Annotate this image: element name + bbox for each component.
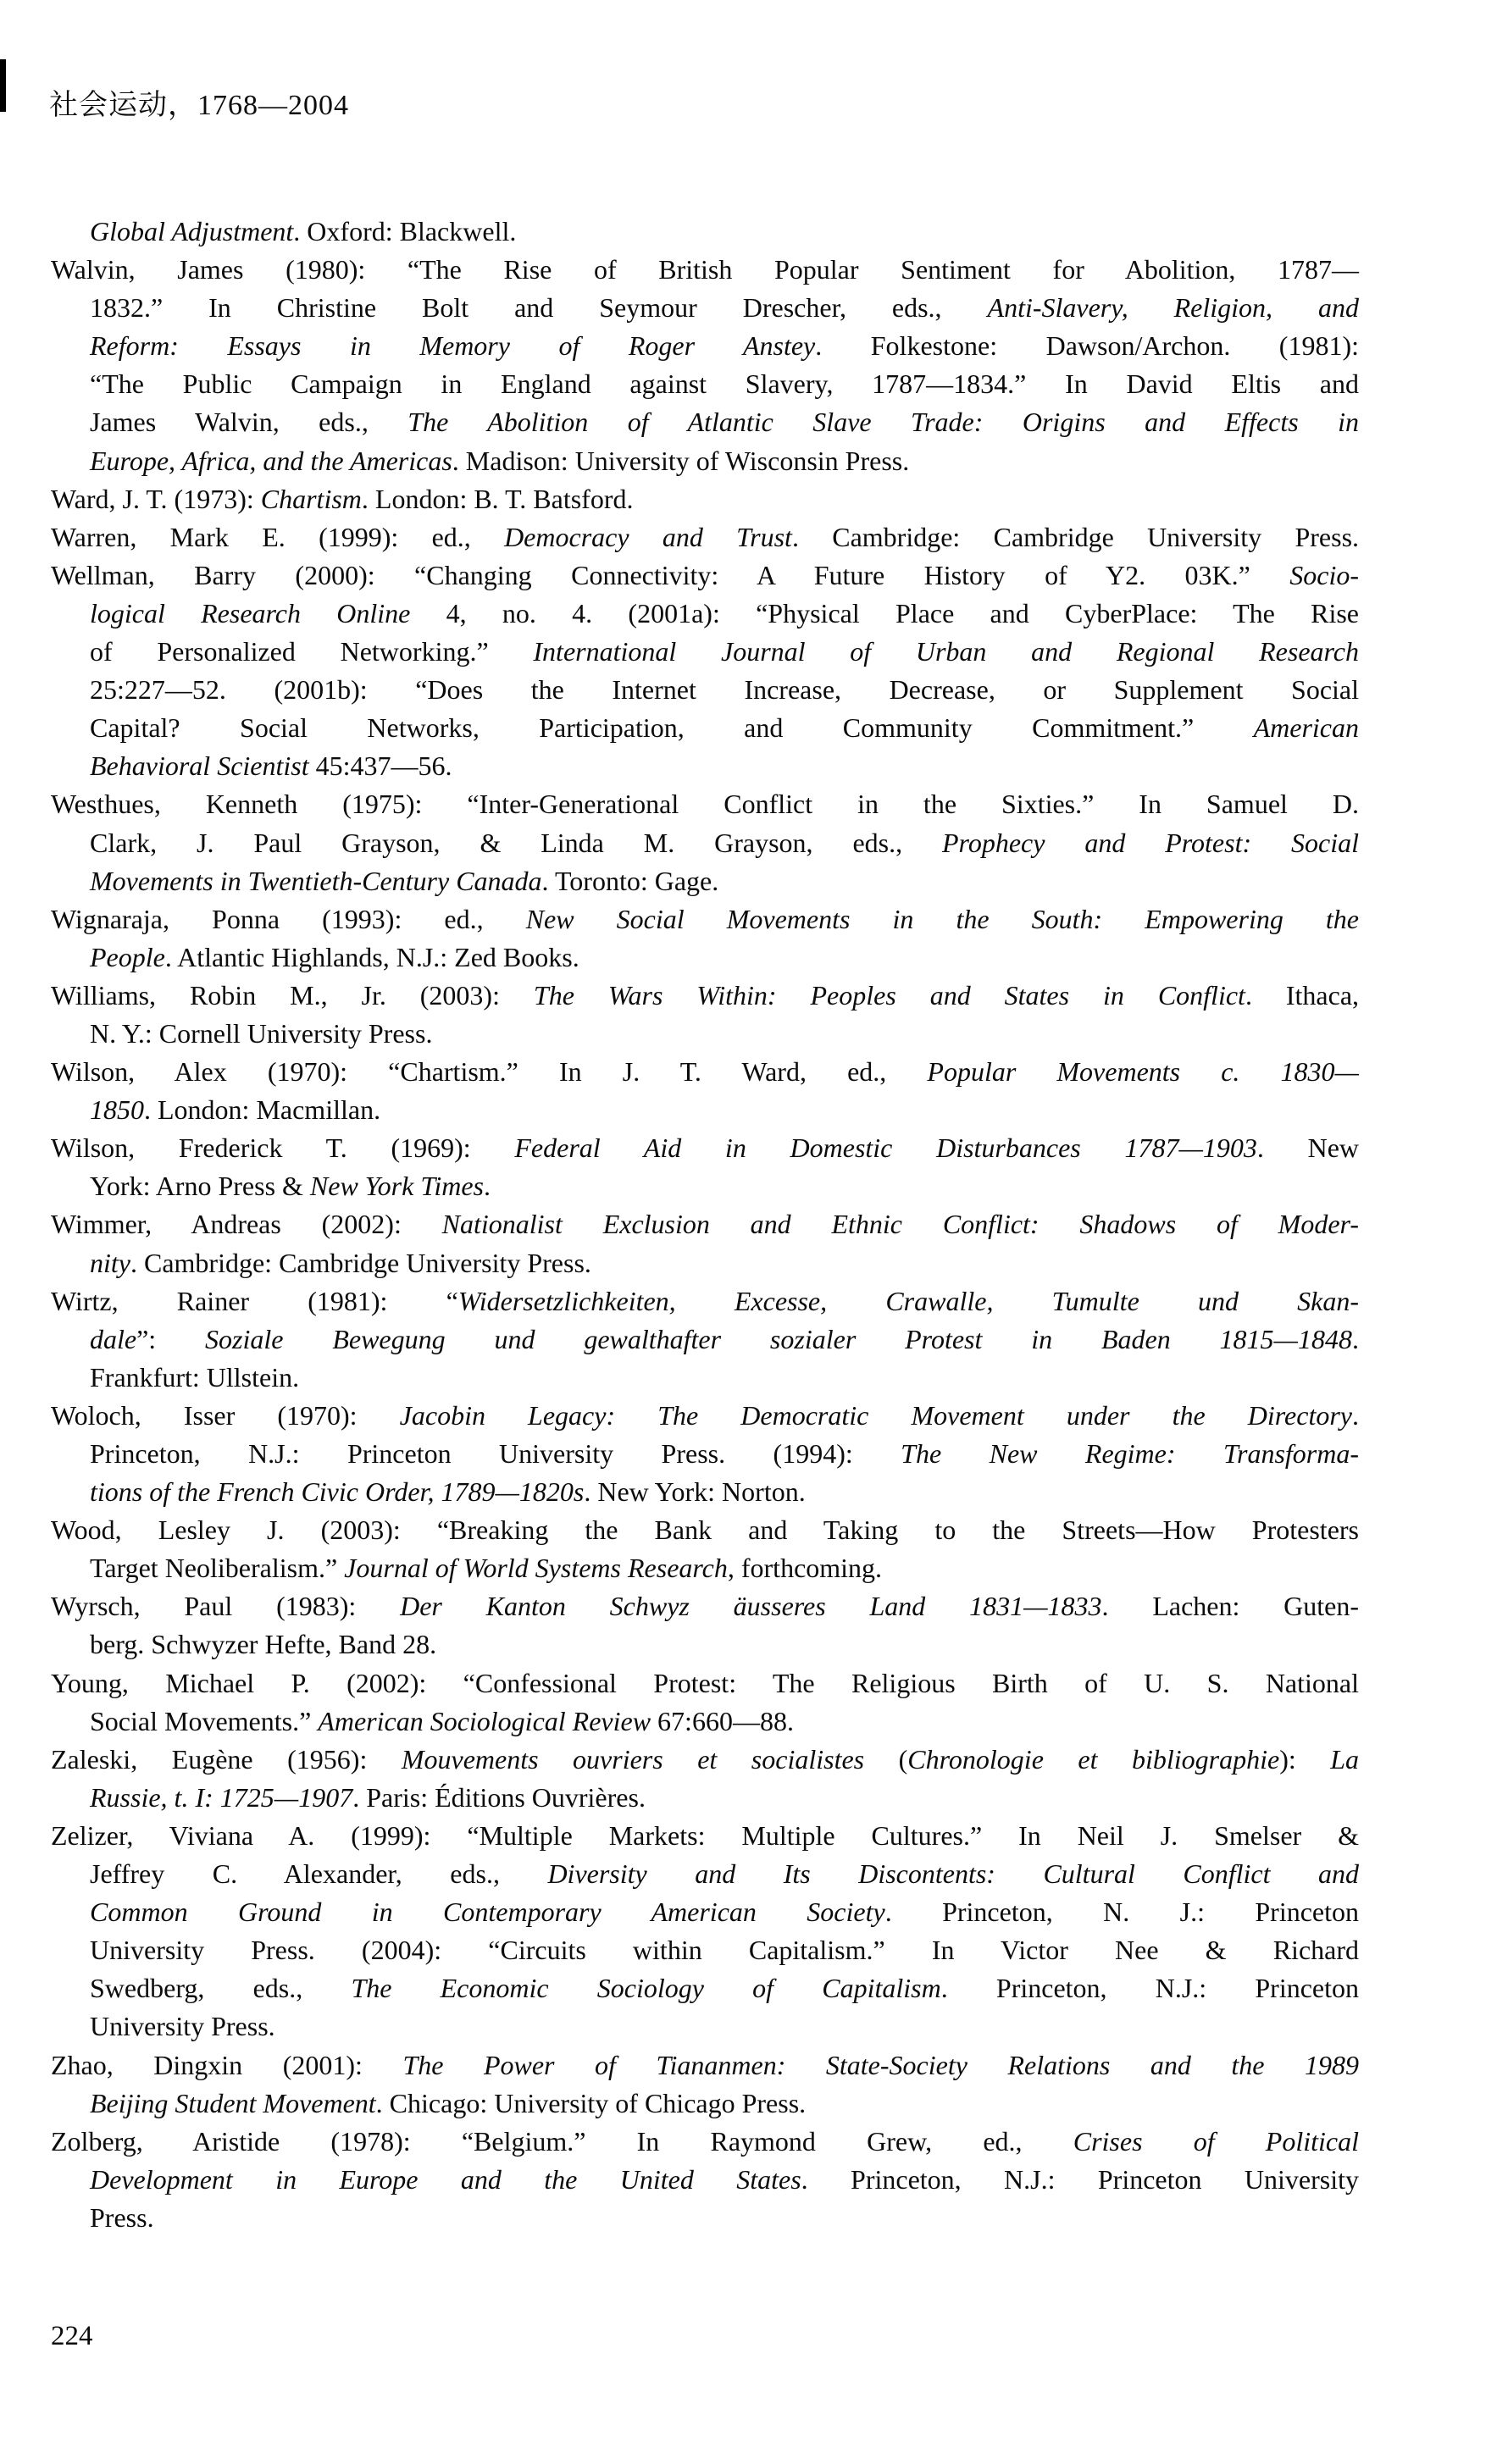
bib-segment: , forthcoming. [727,1553,883,1584]
bib-segment: ( [864,1743,908,1775]
bib-segment-italic: New York Times [309,1171,484,1202]
bib-segment-italic: Prophecy and Protest: Social [942,827,1360,858]
bib-segment: . Cambridge: Cambridge University Press. [130,1247,591,1278]
page-number: 224 [51,2321,93,2351]
bib-segment: . Madison: University of Wisconsin Press. [452,445,910,476]
bib-segment-italic: Europe, Africa, and the Americas [90,445,452,476]
bib-segment-italic: Movements in Twentieth-Century Canada [90,865,542,896]
bib-line [51,2161,1359,2199]
bib-line [51,518,1359,556]
bib-line [51,1779,1359,1817]
bib-line [51,1053,1359,1091]
bib-segment: Wignaraja, Ponna (1993): ed., [51,903,526,934]
bib-segment-italic: Chronologie et bibliographie [907,1743,1280,1775]
bib-segment: . Oxford: Blackwell. [293,216,517,246]
bib-line [51,977,1359,1015]
bib-segment: 1832.” In Christine Bolt and Seymour Drescher, eds., [90,292,988,324]
bib-segment-italic: The Abolition of Atlantic Slave Trade: Origins and Effects in [407,407,1360,438]
bib-line [51,2085,1359,2123]
bib-segment: . Toronto: Gage. [541,865,719,896]
bib-segment: Swedberg, eds., [90,1973,352,2004]
bib-line [51,1587,1359,1625]
bib-segment-italic: Popular Movements c. 1830— [927,1056,1360,1088]
bib-segment: of Personalized Networking.” [90,636,534,667]
bib-segment: Warren, Mark E. (1999): ed., [51,521,505,552]
bib-line [51,1817,1359,1855]
bibliography [51,213,1359,2237]
bib-line [51,1129,1359,1167]
bib-segment: Clark, J. Paul Grayson, & Linda M. Grayson, eds., [90,827,942,858]
bib-segment: Woloch, Isser (1970): [51,1399,400,1431]
bib-line [51,1931,1359,1969]
bib-segment: Ward, J. T. (1973): [51,483,261,514]
bib-segment-italic: People [90,941,165,972]
bib-line [51,633,1359,671]
bib-segment: N. Y.: Cornell University Press. [90,1017,433,1049]
bib-segment-italic: New Social Movements in the South: Empowering the [525,903,1359,934]
bib-line [51,1664,1359,1703]
bib-segment: Zolberg, Aristide (1978): “Belgium.” In Raymond Grew, ed., [51,2125,1073,2157]
bib-segment-italic: 1850 [90,1094,144,1126]
bib-segment-italic: Nationalist Exclusion and Ethnic Conflict: Shadows of Moder- [441,1209,1360,1240]
bib-line [51,1282,1359,1321]
bib-segment-italic: La [1330,1743,1360,1775]
bib-line [51,1511,1359,1549]
running-header: 社会运动，1768—2004 [49,90,349,121]
bib-segment: Wilson, Frederick T. (1969): [51,1132,515,1164]
bib-segment-italic: The Wars Within: Peoples and States in Conflict [533,979,1245,1011]
bib-line [51,1015,1359,1053]
bib-segment: 25:227—52. (2001b): “Does the Internet Increase, Decrease, or Supplement Social [90,674,1359,706]
bib-segment: Wyrsch, Paul (1983): [51,1591,401,1622]
bib-segment: Young, Michael P. (2002): “Confessional Protest: The Religious Birth of U. S. National [51,1667,1359,1698]
bib-segment-italic: Russie, t. I: 1725—1907 [90,1781,353,1813]
bib-line [51,1855,1359,1893]
bib-segment: . [1352,1399,1360,1431]
bib-segment: . Folkestone: Dawson/Archon. (1981): [815,330,1360,362]
bib-line [51,403,1359,441]
bib-line [51,2199,1359,2237]
bib-segment: . Princeton, N.J.: Princeton University [801,2163,1359,2195]
bib-line [51,824,1359,862]
bib-segment: . London: B. T. Batsford. [361,483,634,514]
bib-segment: Press. [90,2201,154,2233]
bib-segment: Frankfurt: Ullstein. [90,1361,300,1393]
bib-segment: berg. Schwyzer Hefte, Band 28. [90,1629,437,1660]
bib-segment-italic: Development in Europe and the United States [90,2163,801,2195]
bib-line [51,1359,1359,1397]
bib-segment-italic: The Power of Tiananmen: State-Society Relations and the 1989 [402,2049,1360,2080]
bib-line [51,900,1359,939]
bib-line [51,1549,1359,1587]
bib-segment: Social Movements.” [90,1705,319,1736]
bib-segment: . Lachen: Guten- [1101,1591,1360,1622]
bib-line [51,2007,1359,2046]
bib-segment: ): [1279,1743,1331,1775]
bib-segment: Wimmer, Andreas (2002): [51,1209,442,1240]
bib-line [51,671,1359,709]
bib-line [51,747,1359,785]
bib-segment-italic: Anti-Slavery, Religion, and [987,292,1360,324]
bib-line [51,785,1359,823]
bib-segment: University Press. [90,2011,275,2042]
bib-segment: . Atlantic Highlands, N.J.: Zed Books. [164,941,579,972]
bib-segment-italic: International Journal of Urban and Regional Research [533,636,1360,667]
bib-segment: Capital? Social Networks, Participation, and Community Commitment.” [90,712,1254,744]
bib-segment: . Princeton, N.J.: Princeton [940,1973,1360,2004]
bib-segment-italic: American Sociological Review [318,1705,651,1736]
bib-segment: . [484,1171,491,1202]
bib-segment: Zelizer, Viviana A. (1999): “Multiple Markets: Multiple Cultures.” In Neil J. Smelser & [51,1819,1359,1851]
bib-segment: University Press. (2004): “Circuits within Capitalism.” In Victor Nee & Richard [90,1935,1359,1966]
bib-segment: Zhao, Dingxin (2001): [51,2049,403,2080]
bib-line [51,1321,1359,1359]
bib-segment: Jeffrey C. Alexander, eds., [90,1858,548,1890]
bib-line [51,1397,1359,1435]
bib-segment: 67:660—88. [651,1705,794,1736]
bib-line [51,939,1359,977]
bib-segment: Williams, Robin M., Jr. (2003): [51,979,534,1011]
bib-line [51,1435,1359,1473]
bib-line [51,556,1359,595]
bib-segment-italic: Jacobin Legacy: The Democratic Movement under the Directory [399,1399,1353,1431]
bib-segment: Princeton, N.J.: Princeton University Press. (1994): [90,1438,901,1469]
bib-segment: “The Public Campaign in England against Slavery, 1787—1834.” In David Eltis and [90,368,1359,400]
bib-segment-italic: dale [90,1323,137,1354]
bib-segment: James Walvin, eds., [90,407,408,438]
bib-segment-italic: Socio- [1289,559,1359,590]
bib-segment-italic: Behavioral Scientist [90,750,309,782]
bib-line [51,595,1359,633]
bib-line [51,1205,1359,1243]
bib-segment-italic: The New Regime: Transforma- [901,1438,1360,1469]
bib-segment: . Princeton, N. J.: Princeton [884,1896,1360,1928]
bib-segment-italic: Global Adjustment [90,216,294,246]
bib-segment: . [1352,1323,1360,1354]
bib-line [51,2123,1359,2161]
bib-line [51,251,1359,289]
bib-line [51,1167,1359,1205]
bib-line [51,862,1359,900]
bib-line [51,1969,1359,2007]
bib-segment: Zaleski, Eugène (1956): [51,1743,402,1775]
bib-segment-italic: nity [90,1247,130,1278]
bib-segment: York: Arno Press & [90,1171,310,1202]
bib-segment-italic: Federal Aid in Domestic Disturbances 1787—1903 [514,1132,1257,1164]
bib-segment-italic: Common Ground in Contemporary American Society [90,1896,885,1928]
bib-segment: Wellman, Barry (2000): “Changing Connectivity: A Future History of Y2. 03K.” [51,559,1290,590]
bib-segment: . New [1256,1132,1360,1164]
bib-segment-italic: Der Kanton Schwyz äusseres Land 1831—1833 [400,1591,1102,1622]
bib-segment-italic: Democracy and Trust [504,521,792,552]
bib-segment-italic: Soziale Bewegung und gewalthafter sozialer Protest in Baden 1815—1848 [205,1323,1353,1354]
bib-segment: ”: [136,1323,206,1354]
bib-line [51,1091,1359,1129]
bib-segment: Walvin, James (1980): “The Rise of British Popular Sentiment for Abolition, 1787— [51,254,1359,285]
bib-segment-italic: Reform: Essays in Memory of Roger Anstey [90,330,816,362]
bib-segment-italic: Beijing Student Movement [90,2087,376,2118]
bib-line [51,1741,1359,1779]
bib-segment-italic: Journal of World Systems Research [344,1553,728,1584]
bib-line [51,1244,1359,1282]
bib-segment-italic: tions of the French Civic Order, 1789—1820s [90,1476,585,1508]
bib-segment-italic: Widersetzlichkeiten, Excesse, Crawalle, Tumulte und Skan- [457,1285,1360,1316]
bib-line [51,1703,1359,1741]
bib-segment-italic: American [1253,712,1359,744]
bib-segment: Target Neoliberalism.” [90,1553,345,1584]
bib-line [51,709,1359,747]
bib-line [51,442,1359,480]
bib-line [51,1893,1359,1931]
bib-segment-italic: Mouvements ouvriers et socialistes [401,1743,865,1775]
scan-artifact [0,59,6,112]
bib-line [51,1473,1359,1511]
bib-segment: . Paris: Éditions Ouvrières. [352,1781,646,1813]
bib-line [51,2046,1359,2085]
bib-segment: . Cambridge: Cambridge University Press. [791,521,1360,552]
bib-segment: Wood, Lesley J. (2003): “Breaking the Bank and Taking to the Streets—How Protesters [51,1514,1359,1546]
bib-segment: . New York: Norton. [584,1476,806,1508]
bib-segment-italic: Chartism [260,483,362,514]
bib-segment: 4, no. 4. (2001a): “Physical Place and CyberPlace: The Rise [410,597,1360,628]
bib-line [51,213,1359,251]
bib-segment: . Chicago: University of Chicago Press. [375,2087,807,2118]
bib-line [51,327,1359,365]
bib-segment-italic: logical Research Online [90,597,411,628]
bib-segment: Wilson, Alex (1970): “Chartism.” In J. T. Ward, ed., [51,1056,928,1088]
bib-line [51,365,1359,403]
bib-segment: Westhues, Kenneth (1975): “Inter-Generational Conflict in the Sixties.” In Samuel D. [51,789,1359,820]
bib-segment: . London: Macmillan. [144,1094,381,1126]
bib-line [51,480,1359,518]
bib-segment-italic: Diversity and Its Discontents: Cultural Conflict and [547,1858,1360,1890]
bib-segment: Wirtz, Rainer (1981): “ [51,1285,458,1316]
bib-segment-italic: Crises of Political [1073,2125,1360,2157]
bib-segment-italic: The Economic Sociology of Capitalism [351,1973,941,2004]
bib-segment: . Ithaca, [1245,979,1360,1011]
bib-segment: 45:437—56. [308,750,452,782]
bib-line [51,1625,1359,1664]
bib-line [51,289,1359,327]
